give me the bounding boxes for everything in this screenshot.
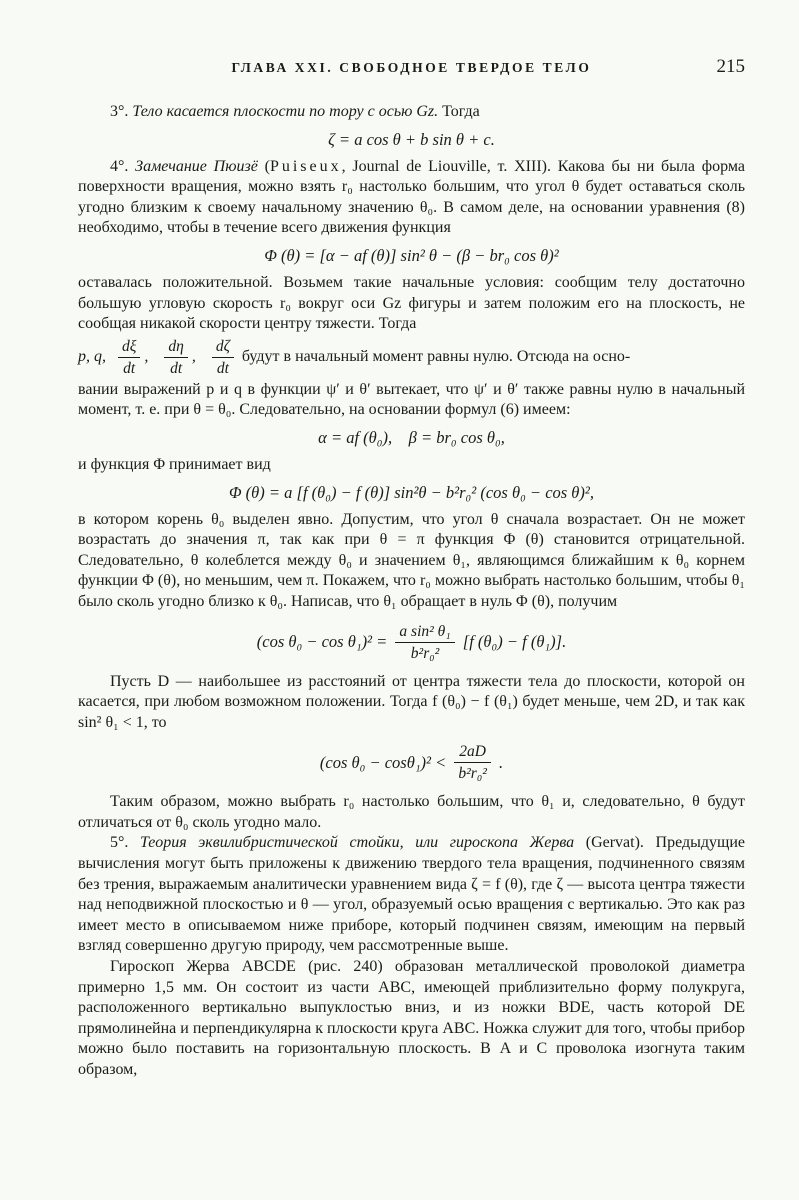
fraction-2aD-br: $\frac{2aD}{\text{b²r₀²}}$ — [454, 742, 490, 783]
page-header — [78, 56, 745, 78]
item-number: 4°. — [110, 157, 136, 175]
chapter-title: ГЛАВА XXI. СВОБОДНОЕ ТВЕРДОЕ ТЕЛО — [231, 60, 592, 75]
derivatives-line-tail: будут в начальный момент равны нулю. Отсюда на осно- — [237, 348, 631, 366]
paren: ( — [257, 157, 270, 175]
paragraph-10-italic-title: Теория эквилибристической стойки, или гироскопа Жерва — [139, 834, 575, 852]
formula-zeta: ζ = a cos θ + b sin θ + c. — [328, 129, 495, 149]
separator: , — [144, 348, 161, 366]
paragraph-7: в котором корень θ₀ выделен явно. Допустим, что угол θ сначала возрастает. Он не может возрастать до значения π, так как при θ = π функция Φ (θ) становится отрицательной. Следовательно, θ колеблется между θ₀ и значением θ₁, являющимся ближайшим к θ₀ корнем функции Φ (θ), но меньшим, чем π. Покажем, что r₀ можно выбрать настолько большим, чтобы θ₁ было сколь угодно близко к θ₀. Написав, что θ₁ обращает в нуль Φ (θ), получим — [78, 510, 745, 610]
paragraph-4-text: , Journal de Liouville, т. XIII). Какова бы ни была форма поверхности вращения, можно взять r₀ настолько большим, что угол θ будет оставаться сколь угодно близким к своему начальному значению θ₀. В самом деле, на основании уравнения (8) необходимо, чтобы в течение всего движения функция — [78, 157, 746, 237]
formula-alpha-beta: α = af (θ₀), β = br₀ cos θ₀, — [318, 427, 505, 447]
paragraph-4-italic-title: Замечание Пюизё — [135, 157, 258, 175]
fraction-asin-br: $\frac{\text{a sin² θ₁}}{\text{b²r₀²}}$ — [395, 622, 454, 663]
paragraph-3-tail: Тогда — [438, 103, 480, 120]
paragraph-3 — [78, 102, 745, 123]
item-number: 5°. — [110, 834, 140, 852]
formula-left: (cos θ₀ − cosθ₁)² < — [319, 752, 451, 772]
fraction-deta-dt: $\frac{d\eta}{dt}$ — [164, 337, 187, 378]
formula-right: [f (θ₀) − f (θ₁)]. — [458, 632, 567, 651]
paragraph-5b: вании выражений p и q в функции ψ′ и θ′ вытекает, что ψ′ и θ′ также равны нулю в начальный момент, т. е. при θ = θ₀. Следовательно, на основании формул (6) имеем: — [78, 380, 745, 419]
page-number: 215 — [716, 56, 745, 77]
paragraph-11: Гироскоп Жерва ABCDE (рис. 240) образован металлической проволокой диаметра примерно 1,5 мм. Он состоит из части ABC, имеющей приблизительно форму полукруга, расположенного вертикально выпуклостью вниз, и из ножки BDE, часть которой DE прямолинейна и перпендикулярна к плоскости круга ABC. Ножка служит для того, чтобы прибор можно было поставить на горизонтальную плоскость. В A и C проволока изогнута таким образом, — [78, 958, 745, 1078]
paragraph-6: и функция Φ принимает вид — [78, 455, 271, 473]
formula-cos-equality — [78, 622, 745, 663]
fraction-dzeta-dt: $\frac{d\zeta}{dt}$ — [212, 337, 234, 378]
paragraph-5a: оставалась положительной. Возьмем такие начальные условия: сообщим телу достаточно большую угловую скорость r₀ вокруг оси Gz фигуры и затем положим его на плоскость, не сообщая никакой скорости центру тяжести. Тогда — [78, 273, 745, 333]
paragraph-8: Пусть D — наибольшее из расстояний от центра тяжести тела до плоскости, которой он касается, при любом возможном положении. Тогда f (θ₀) − f (θ₁) будет меньше, чем 2D, и так как sin² θ₁ < 1, то — [78, 672, 745, 731]
item-number: 3°. — [110, 103, 133, 120]
formula-left: (cos θ₀ − cos θ₁)² = — [256, 632, 392, 651]
paragraph-3-italic-title: Тело касается плоскости по тору с осью Gz. — [132, 103, 439, 120]
derivatives-line — [78, 337, 745, 378]
author-name-spaced: Puiseux — [269, 157, 342, 175]
pq-lead: p, q, — [78, 348, 114, 366]
formula-right: . — [494, 752, 504, 772]
separator: , — [191, 348, 208, 366]
paragraph-10 — [78, 833, 745, 957]
paragraph-9: Таким образом, можно выбрать r₀ настолько большим, что θ₁ и, следовательно, θ будут отличаться от θ₀ сколь угодно мало. — [78, 793, 745, 831]
paragraph-4 — [78, 157, 745, 239]
formula-cos-inequality — [78, 742, 745, 783]
fraction-dxi-dt: $\frac{d\xi}{dt}$ — [118, 337, 140, 378]
paragraph-10-text: (Gervat). Предыдущие вычисления могут быть приложены к движению твердого тела вращения, подчиненного связям без трения, выражаемым аналитически уравнением вида ζ = f (θ), где ζ — высота центра тяжести над неподвижной плоскостью и θ — угол, образуемый осью вращения с вертикалью. Это как раз имеет место в описываемом ниже приборе, который подчинен связям, имеющим на первый взгляд совершенно другую природу, чем рассмотренные выше. — [78, 834, 745, 955]
formula-phi-expanded: Φ (θ) = a [f (θ₀) − f (θ)] sin²θ − b²r₀² (cos θ₀ − cos θ)², — [229, 482, 594, 502]
formula-phi-definition: Φ (θ) = [α − af (θ)] sin² θ − (β − br₀ cos θ)² — [264, 245, 559, 265]
